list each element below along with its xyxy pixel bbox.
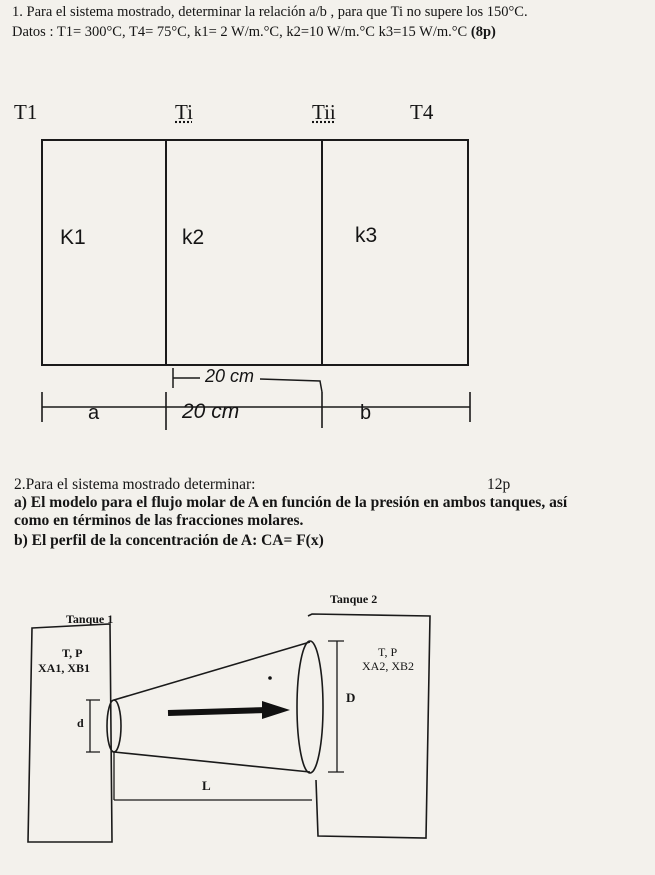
tank2-tp: T, P: [378, 645, 398, 659]
problem2-part-a-line1: a) El modelo para el flujo molar de A en función de la presión en ambos tanques, así: [14, 494, 568, 511]
tank1-label: Tanque 1: [66, 612, 114, 626]
speck: [268, 676, 272, 680]
handwritten-20cm: 20 cm: [205, 366, 255, 386]
opening-small-ellipse: [107, 700, 121, 752]
problem2-part-a-line2: como en términos de las fracciones molares.: [14, 512, 304, 529]
temp-ti: Ti: [175, 100, 193, 124]
label-d: d: [77, 716, 84, 730]
problem1-data-values: Datos : T1= 300°C, T4= 75°C, k1= 2 W/m.°C, k2=10 W/m.°C k3=15 W/m.°C: [12, 24, 468, 40]
D-dimension: [328, 641, 344, 772]
tube-bottom-edge: [114, 752, 310, 772]
problem2-part-b: b) El perfil de la concentración de A: CA= F(x): [14, 532, 324, 549]
dim-a: a: [88, 402, 100, 424]
temp-t1: T1: [14, 100, 38, 124]
dim-b: b: [360, 402, 372, 424]
temp-t4: T4: [410, 100, 434, 124]
tube-top-edge: [114, 642, 310, 700]
opening-large-ellipse: [297, 641, 323, 773]
layer-k1: K1: [60, 226, 86, 249]
flux-arrow-shaft: [168, 710, 268, 713]
layer-k2: k2: [182, 226, 205, 249]
tank1-fractions: XA1, XB1: [38, 661, 91, 675]
temp-tii: Tii: [312, 100, 336, 124]
dim-middle: 20 cm: [182, 400, 240, 423]
tank2-fractions: XA2, XB2: [362, 659, 415, 673]
problem2-title: 2.Para el sistema mostrado determinar:: [14, 476, 256, 493]
problem1-points: (8p): [470, 24, 496, 40]
flux-arrow-head: [262, 701, 290, 719]
tank1-tp: T, P: [62, 646, 83, 660]
tank2-label: Tanque 2: [330, 592, 378, 606]
d-dimension: [86, 700, 100, 752]
tank2-outline: [308, 614, 430, 838]
layer-k3: k3: [355, 224, 378, 247]
problem1-statement: 1. Para el sistema mostrado, determinar la relación a/b , para que Ti no supere los 150°C.: [12, 4, 528, 20]
label-D: D: [346, 690, 356, 705]
problem2-points: 12p: [487, 476, 511, 493]
label-L: L: [202, 778, 211, 793]
